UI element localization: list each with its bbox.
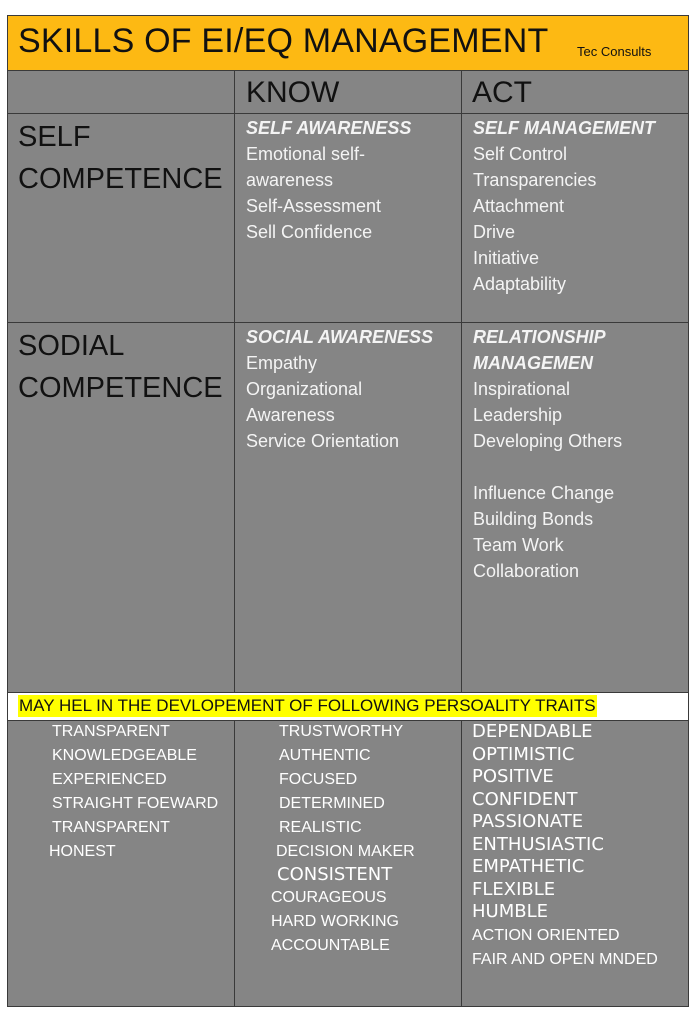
cell-item: Inspirational xyxy=(473,379,571,399)
trait-item: KNOWLEDGEABLE xyxy=(52,747,197,764)
self-awareness-cell xyxy=(246,115,411,245)
traits-column-3 xyxy=(472,721,658,972)
cell-item: Adaptability xyxy=(473,274,567,294)
cell-item: Organizational xyxy=(246,379,363,399)
row-label-line: COMPETENCE xyxy=(18,163,223,195)
cell-heading: SELF AWARENESS xyxy=(246,118,412,138)
grid-line xyxy=(8,113,688,114)
trait-item: DECISION MAKER xyxy=(276,843,415,860)
trait-item: EXPERIENCED xyxy=(52,771,167,788)
trait-item: EMPATHETIC xyxy=(472,856,585,877)
cell-item: Collaboration xyxy=(473,561,580,581)
brand-label: Tec Consults xyxy=(577,44,652,59)
grid-line xyxy=(461,70,462,692)
cell-item: awareness xyxy=(246,170,334,190)
cell-heading: SOCIAL AWARENESS xyxy=(246,327,434,347)
relationship-management-cell xyxy=(473,324,622,584)
page-title: SKILLS OF EI/EQ MANAGEMENT xyxy=(18,22,549,60)
trait-item: FAIR AND OPEN MNDED xyxy=(472,950,658,968)
trait-item: ENTHUSIASTIC xyxy=(472,833,604,855)
cell-item: Self-Assessment xyxy=(246,196,382,216)
social-awareness-cell xyxy=(246,324,433,454)
trait-item: ACCOUNTABLE xyxy=(271,937,390,954)
cell-heading: RELATIONSHIP xyxy=(473,327,606,347)
trait-item: POSITIVE xyxy=(472,766,554,787)
grid-line xyxy=(234,70,235,692)
traits-banner xyxy=(8,692,688,721)
cell-item: Awareness xyxy=(246,405,335,425)
column-header-know: KNOW xyxy=(246,76,340,109)
trait-item: OPTIMISTIC xyxy=(472,743,575,765)
trait-item: REALISTIC xyxy=(279,819,362,836)
cell-item: Emotional self- xyxy=(246,144,366,164)
cell-item: Service Orientation xyxy=(246,431,400,451)
trait-item: AUTHENTIC xyxy=(279,747,371,764)
trait-item: DEPENDABLE xyxy=(472,721,593,742)
cell-item: Leadership xyxy=(473,405,563,425)
trait-item: DETERMINED xyxy=(279,795,385,812)
cell-item: Empathy xyxy=(246,353,318,373)
grid-line xyxy=(234,719,235,1006)
grid-line xyxy=(8,322,688,323)
grid-line xyxy=(461,719,462,1006)
cell-item: Influence Change xyxy=(473,483,615,503)
trait-item: ACTION ORIENTED xyxy=(472,926,620,944)
title-bar xyxy=(8,16,688,71)
cell-item: Initiative xyxy=(473,248,540,268)
skills-table xyxy=(7,15,689,1007)
cell-heading: MANAGEMEN xyxy=(473,353,593,373)
cell-heading: SELF MANAGEMENT xyxy=(473,118,655,138)
traits-column-2 xyxy=(271,720,415,958)
trait-item: PASSIONATE xyxy=(472,811,584,832)
trait-item: FLEXIBLE xyxy=(472,878,556,900)
column-header-act: ACT xyxy=(472,76,532,109)
row-label-line: SELF xyxy=(18,121,91,153)
cell-item: Developing Others xyxy=(473,431,623,451)
row-header-self xyxy=(18,116,223,200)
cell-item: Building Bonds xyxy=(473,509,594,529)
cell-item: Self Control xyxy=(473,144,568,164)
trait-item: TRANSPARENT xyxy=(52,819,170,836)
trait-item: HONEST xyxy=(49,843,116,860)
spacer xyxy=(473,454,622,480)
traits-banner-text: MAY HEL IN THE DEVLOPEMENT OF FOLLOWING PERSOALITY TRAITS xyxy=(19,696,596,715)
trait-item: CONFIDENT xyxy=(472,788,578,810)
row-label-line: SODIAL xyxy=(18,330,125,362)
cell-item: Drive xyxy=(473,222,516,242)
cell-item: Team Work xyxy=(473,535,564,555)
trait-item: STRAIGHT FOEWARD xyxy=(52,795,219,812)
self-management-cell xyxy=(473,115,655,297)
cell-item: Attachment xyxy=(473,196,565,216)
trait-item: HUMBLE xyxy=(472,901,548,922)
cell-item: Sell Confidence xyxy=(246,222,373,242)
row-header-social xyxy=(18,325,223,409)
trait-item: CONSISTENT xyxy=(277,864,393,885)
trait-item: TRANSPARENT xyxy=(52,723,170,740)
trait-item: TRUSTWORTHY xyxy=(279,723,404,740)
trait-item: FOCUSED xyxy=(279,771,358,788)
traits-column-1 xyxy=(49,720,219,864)
cell-item: Transparencies xyxy=(473,170,597,190)
trait-item: HARD WORKING xyxy=(271,913,399,930)
trait-item: COURAGEOUS xyxy=(271,889,387,906)
row-label-line: COMPETENCE xyxy=(18,372,223,404)
